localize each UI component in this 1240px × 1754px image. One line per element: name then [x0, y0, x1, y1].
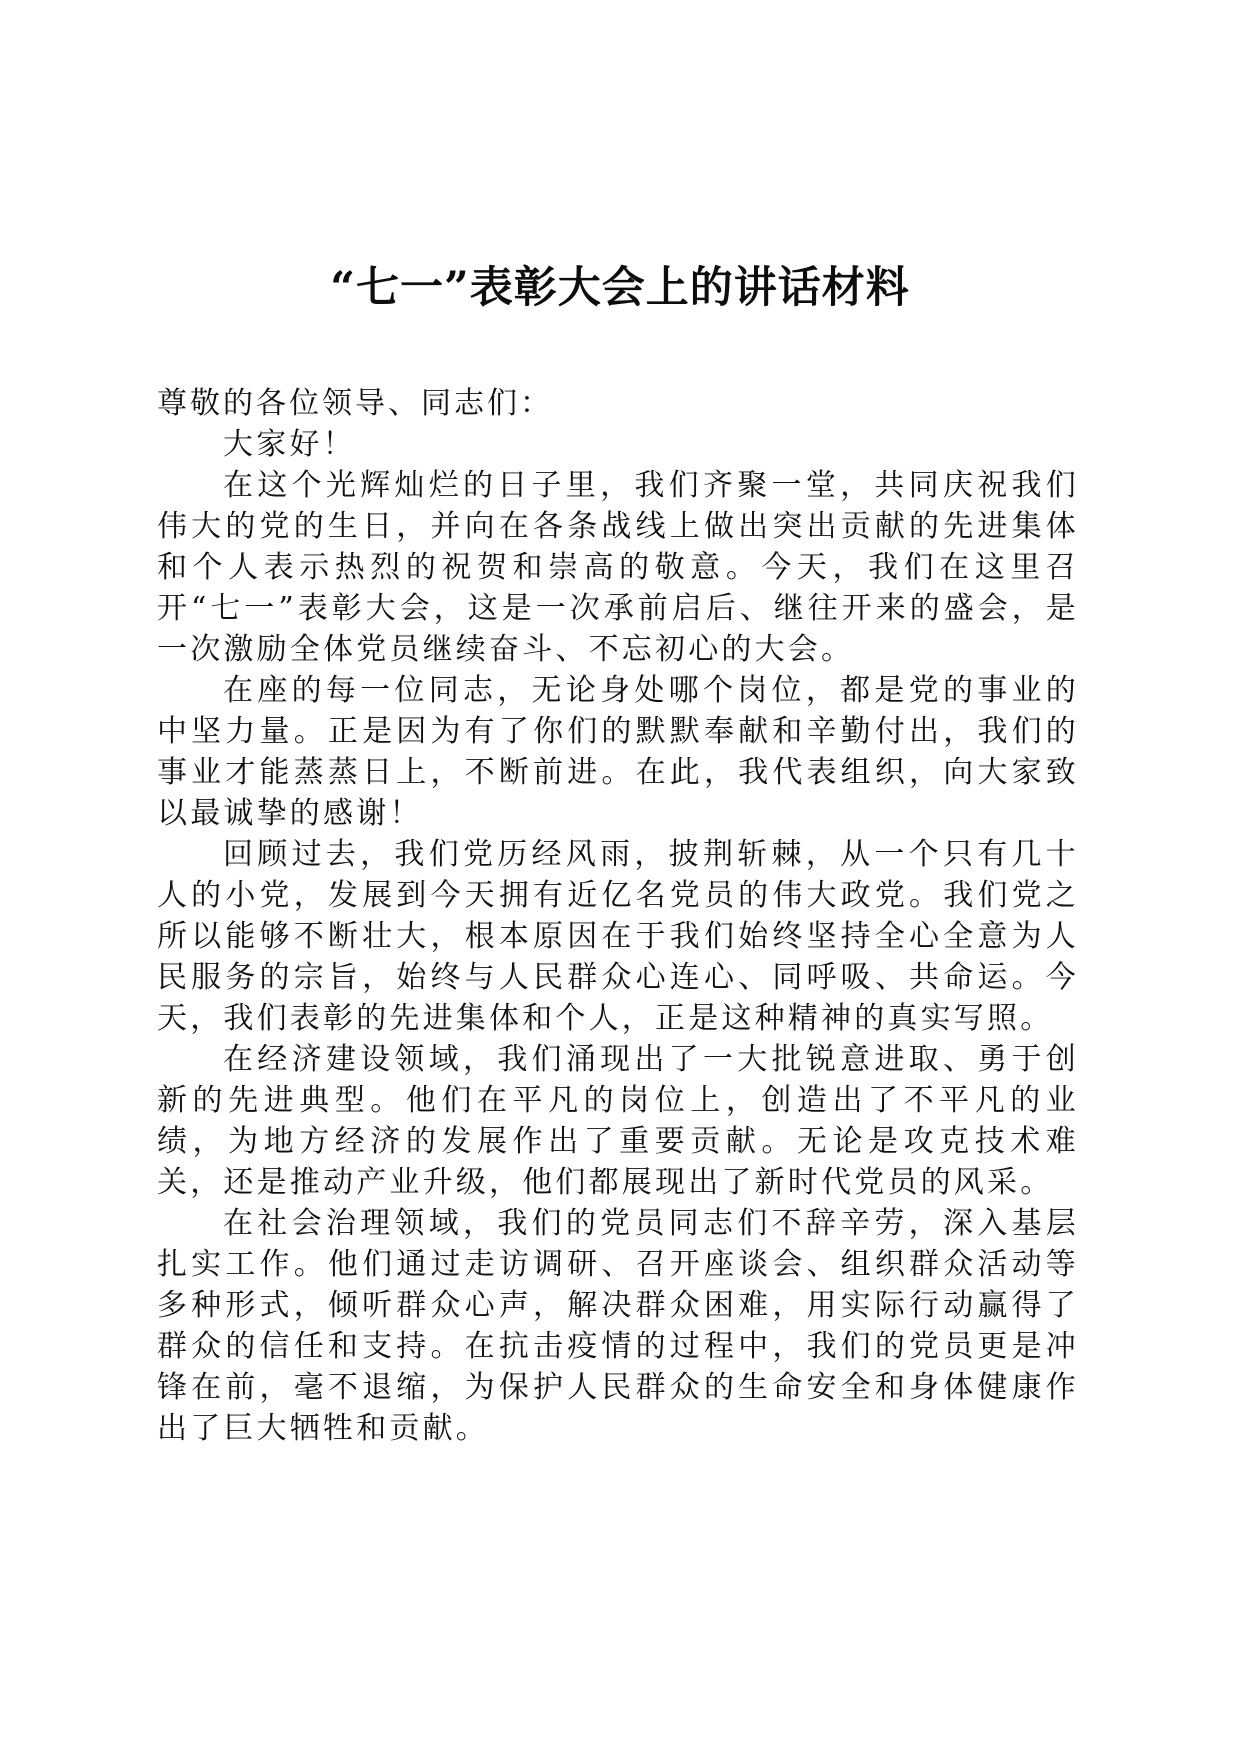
paragraph-thanks: 在座的每一位同志，无论身处哪个岗位，都是党的事业的中坚力量。正是因为有了你们的默默奉献和辛勤付出，我们的事业才能蒸蒸日上，不断前进。在此，我代表组织，向大家致以最诚挚的感谢！	[157, 673, 1079, 831]
paragraph-economy: 在经济建设领域，我们涌现出了一大批锐意进取、勇于创新的先进典型。他们在平凡的岗位上，创造出了不平凡的业绩，为地方经济的发展作出了重要贡献。无论是攻克技术难关，还是推动产业升级，他们都展现出了新时代党员的风采。	[157, 1042, 1079, 1200]
document-title: “七一”表彰大会上的讲话材料	[330, 263, 910, 313]
paragraph-governance: 在社会治理领域，我们的党员同志们不辞辛劳，深入基层扎实工作。他们通过走访调研、召开座谈会、组织群众活动等多种形式，倾听群众心声，解决群众困难，用实际行动赢得了群众的信任和支持。在抗击疫情的过程中，我们的党员更是冲锋在前，毫不退缩，为保护人民群众的生命安全和身体健康作出了巨大牺牲和贡献。	[157, 1206, 1079, 1446]
salutation: 尊敬的各位领导、同志们：	[157, 386, 553, 421]
paragraph-greeting: 大家好！	[223, 427, 356, 462]
document-body	[157, 383, 1079, 1449]
paragraph-opening: 在这个光辉灿烂的日子里，我们齐聚一堂，共同庆祝我们伟大的党的生日，并向在各条战线上做出突出贡献的先进集体和个人表示热烈的祝贺和崇高的敬意。今天，我们在这里召开“七一”表彰大会，这是一次承前启后、继往开来的盛会，是一次激励全体党员继续奋斗、不忘初心的大会。	[157, 468, 1079, 667]
paragraph-history: 回顾过去，我们党历经风雨，披荆斩棘，从一个只有几十人的小党，发展到今天拥有近亿名党员的伟大政党。我们党之所以能够不断壮大，根本原因在于我们始终坚持全心全意为人民服务的宗旨，始终与人民群众心连心、同呼吸、共命运。今天，我们表彰的先进集体和个人，正是这种精神的真实写照。	[157, 837, 1079, 1036]
